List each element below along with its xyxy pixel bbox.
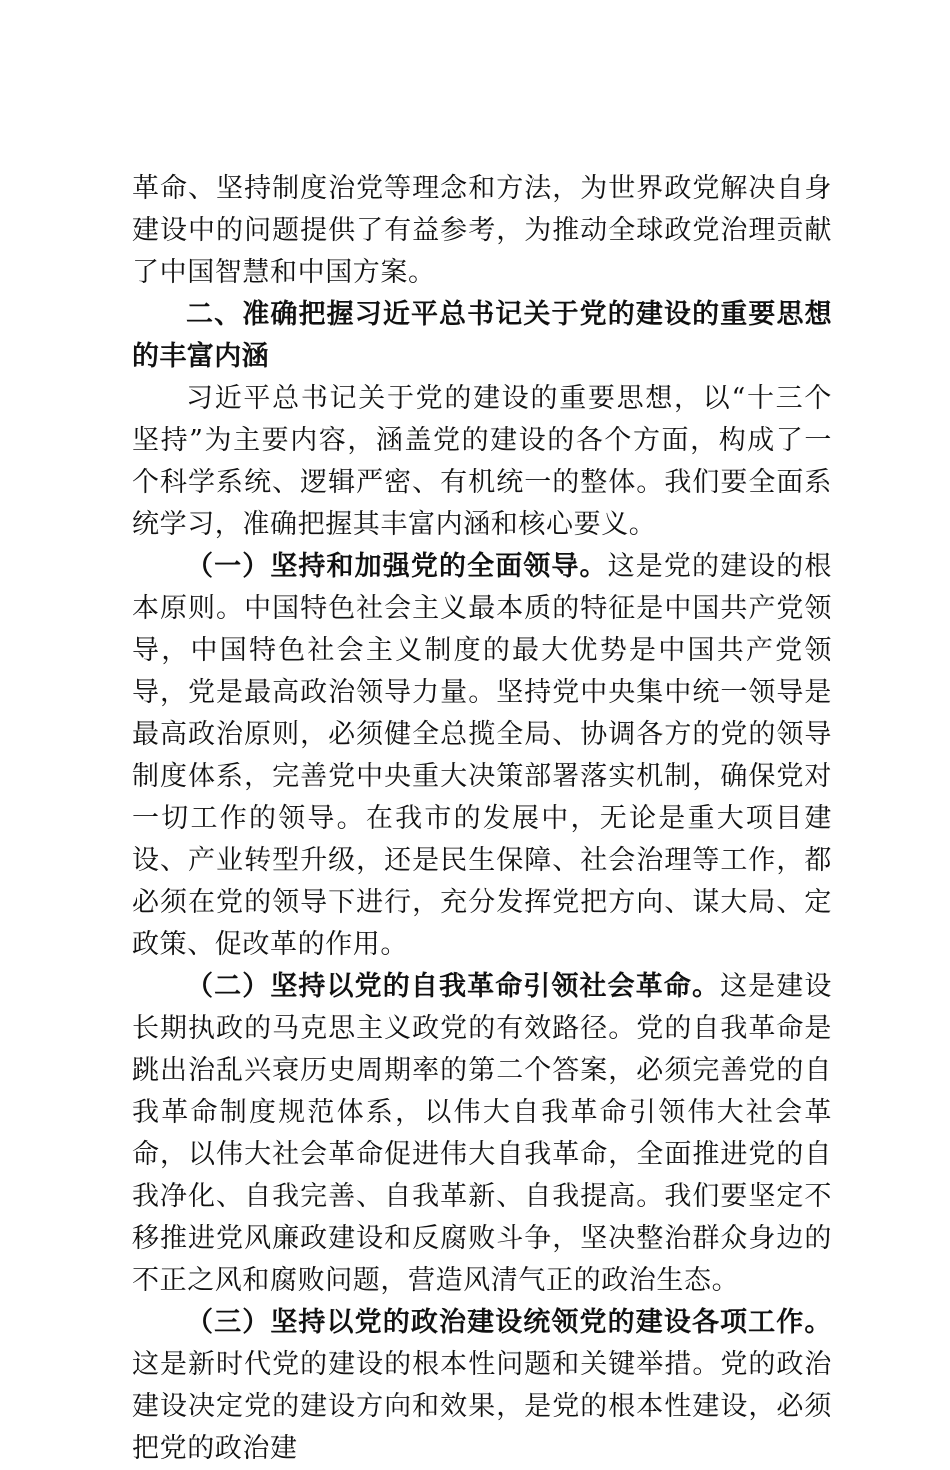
paragraph-intro: 习近平总书记关于党的建设的重要思想，以“十三个坚持”为主要内容，涵盖党的建设的各个方面，构成了一个科学系统、逻辑严密、有机统一的整体。我们要全面系统学习，准确把握其丰富内涵和核心要义。 xyxy=(132,383,832,540)
paragraph-item-3 xyxy=(132,1302,832,1470)
item-3-body: 这是新时代党的建设的根本性问题和关键举措。党的政治建设决定党的建设方向和效果，是党的根本性建设，必须把党的政治建 xyxy=(132,1349,832,1464)
item-2-body: 这是建设长期执政的马克思主义政党的有效路径。党的自我革命是跳出治乱兴衰历史周期率的第二个答案，必须完善党的自我革命制度规范体系，以伟大自我革命引领伟大社会革命，以伟大社会革命促进伟大自我革命，全面推进党的自我净化、自我完善、自我革新、自我提高。我们要坚定不移推进党风廉政建设和反腐败斗争，坚决整治群众身边的不正之风和腐败问题，营造风清气正的政治生态。 xyxy=(132,971,832,1296)
item-2-lead: （二）坚持以党的自我革命引领社会革命。 xyxy=(186,971,721,1002)
item-1-body: 这是党的建设的根本原则。中国特色社会主义最本质的特征是中国共产党领导，中国特色社会主义制度的最大优势是中国共产党领导，党是最高政治领导力量。坚持党中央集中统一领导是最高政治原则，必须健全总揽全局、协调各方的党的领导制度体系，完善党中央重大决策部署落实机制，确保党对一切工作的领导。在我市的发展中，无论是重大项目建设、产业转型升级，还是民生保障、社会治理等工作，都必须在党的领导下进行，充分发挥党把方向、谋大局、定政策、促改革的作用。 xyxy=(132,551,832,960)
paragraph-item-2 xyxy=(132,966,832,1302)
item-1-lead: （一）坚持和加强党的全面领导。 xyxy=(186,551,608,582)
section-heading: 二、准确把握习近平总书记关于党的建设的重要思想的丰富内涵 xyxy=(132,299,832,372)
paragraph-continuation: 革命、坚持制度治党等理念和方法，为世界政党解决自身建设中的问题提供了有益参考，为推动全球政党治理贡献了中国智慧和中国方案。 xyxy=(132,173,832,288)
paragraph-item-1 xyxy=(132,546,832,966)
document-body xyxy=(132,168,832,1470)
item-3-lead: （三）坚持以党的政治建设统领党的建设各项工作。 xyxy=(186,1307,832,1338)
